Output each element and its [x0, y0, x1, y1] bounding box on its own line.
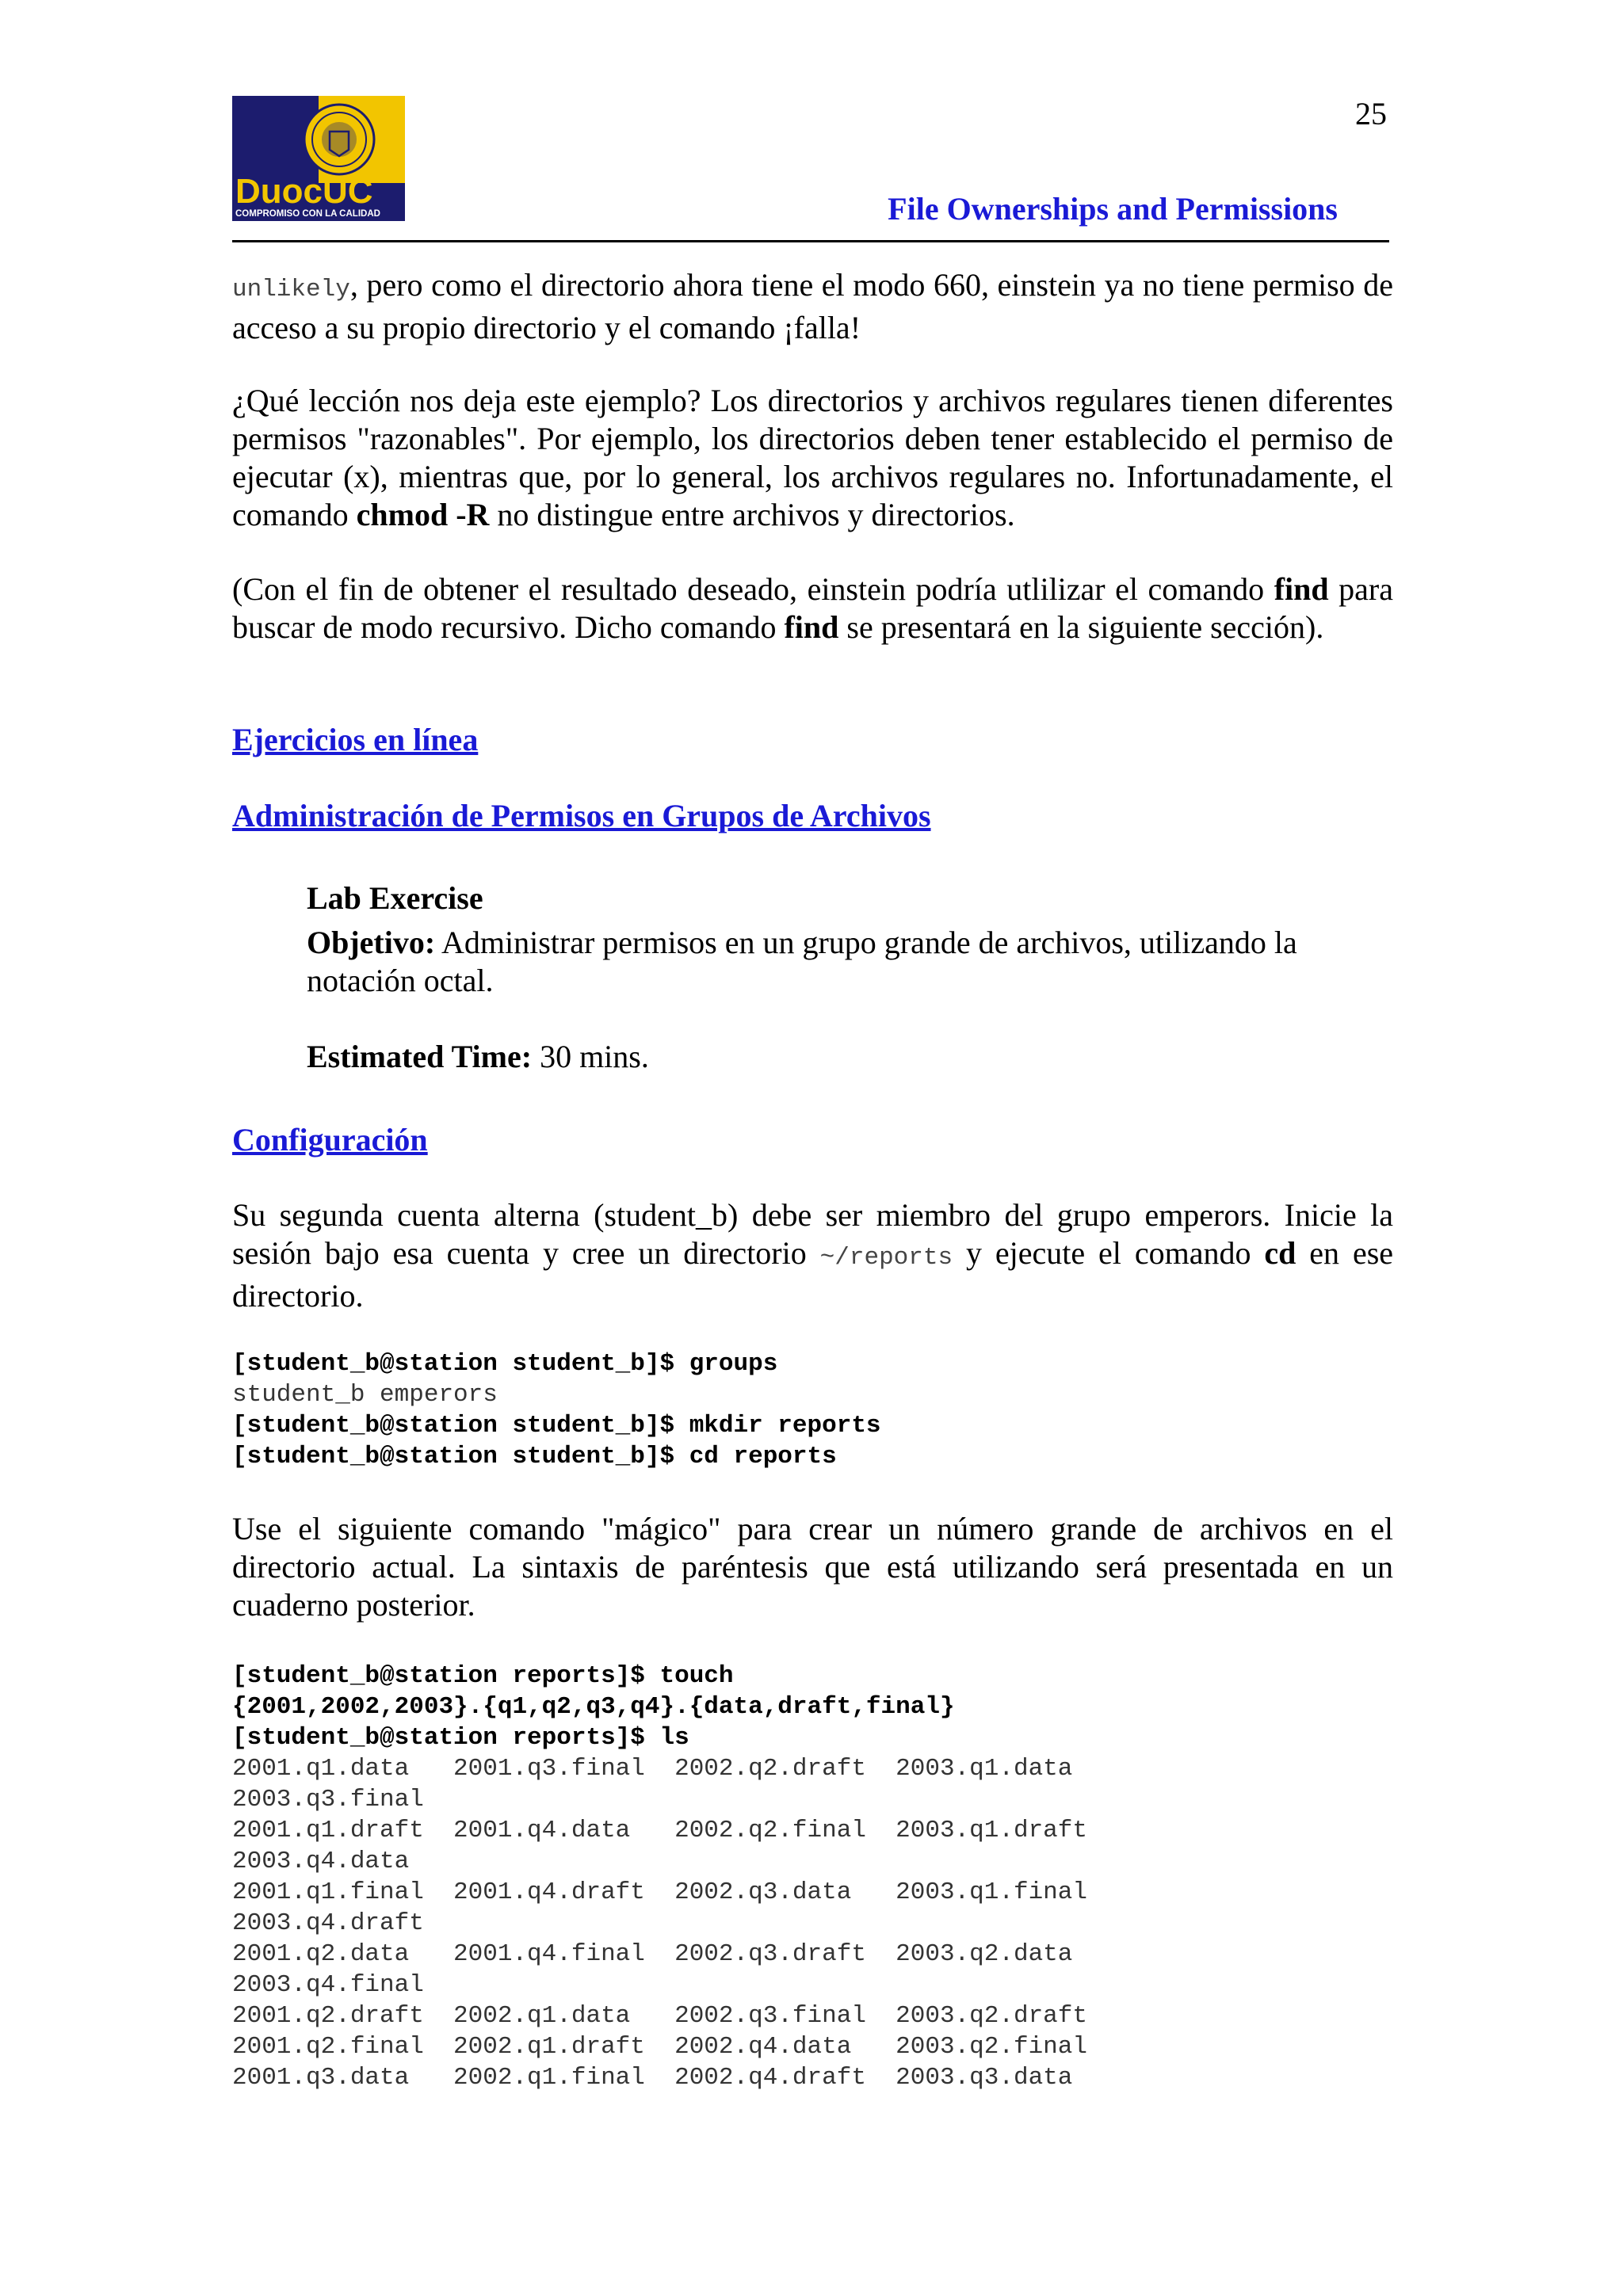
inline-code-unlikely: unlikely [232, 276, 350, 303]
logo-tagline: COMPROMISO CON LA CALIDAD [235, 209, 380, 219]
inline-command-chmod: chmod -R [356, 497, 490, 532]
inline-command-find: find [784, 609, 839, 645]
paragraph-setup [232, 1196, 1393, 1315]
logo-wordmark: DuocUC [235, 172, 373, 211]
paragraph-magic-command: Use el siguiente comando "mágico" para crear un número grande de archivos en el directorio actual. La sintaxis de paréntesis que está utilizando será presentada en un cuaderno posterior. [232, 1511, 1393, 1623]
paragraph-text: se presentará en la siguiente sección). [838, 609, 1324, 645]
paragraph-text: en ese directorio. [232, 1235, 1394, 1314]
paragraph-text: ¿Qué lección nos deja este ejemplo? Los directorios y archivos regulares tienen diferentes permisos "razonables". Por ejemplo, los directorios deben tener establecido el permiso de ejecutar (x), mientras que, por lo general, los archivos regulares no. Infortunadamente, el comando [232, 383, 1393, 532]
ls-output-line: 2001.q1.final 2001.q4.draft 2002.q3.data 2003.q1.final [232, 1878, 1087, 1906]
estimated-time-label: Estimated Time: [307, 1039, 533, 1074]
terminal-command-line: [student_b@station student_b]$ mkdir reports [232, 1412, 881, 1440]
ls-output-line: 2003.q4.final [232, 1971, 424, 1999]
ls-output-line: 2001.q2.final 2002.q1.draft 2002.q4.data 2003.q2.final [232, 2033, 1087, 2061]
terminal-block-groups [232, 1348, 881, 1472]
link-administracion-permisos[interactable]: Administración de Permisos en Grupos de Archivos [232, 798, 931, 833]
terminal-output-line: student_b emperors [232, 1381, 498, 1409]
ls-output-line: 2001.q2.draft 2002.q1.data 2002.q3.final 2003.q2.draft [232, 2002, 1087, 2030]
terminal-command-line: [student_b@station reports]$ ls [232, 1724, 689, 1752]
ls-output-line: 2001.q2.data 2001.q4.final 2002.q3.draft 2003.q2.data [232, 1940, 1073, 1968]
paragraph-text: y ejecute el comando [953, 1235, 1265, 1271]
link-ejercicios-en-linea[interactable]: Ejercicios en línea [232, 722, 479, 757]
paragraph-text: no distingue entre archivos y directorios. [489, 497, 1015, 532]
terminal-command-line: [student_b@station student_b]$ cd reports [232, 1443, 837, 1470]
objective-label: Objetivo: [307, 925, 436, 960]
paragraph-text: para buscar de modo recursivo. Dicho comando [232, 571, 1393, 645]
lab-exercise-title: Lab Exercise [307, 880, 483, 916]
ls-output-line: 2003.q4.data [232, 1848, 410, 1875]
paragraph-text: , pero como el directorio ahora tiene el modo 660, einstein ya no tiene permiso de acceso a su propio directorio y el comando ¡falla! [232, 267, 1393, 345]
inline-command-find: find [1274, 571, 1329, 607]
terminal-command-line: {2001,2002,2003}.{q1,q2,q3,q4}.{data,draft,final} [232, 1693, 955, 1721]
paragraph-text: (Con el fin de obtener el resultado deseado, einstein podría utlilizar el comando [232, 571, 1274, 607]
ls-output-line: 2001.q3.data 2002.q1.final 2002.q4.draft 2003.q3.data [232, 2064, 1073, 2092]
lab-estimated-time [307, 1038, 1392, 1076]
paragraph-text: Su segunda cuenta alterna (student_b) debe ser miembro del grupo emperors. Inicie la sesión bajo esa cuenta y cree un directorio [232, 1197, 1393, 1271]
ls-output-line: 2003.q3.final [232, 1786, 424, 1814]
terminal-command-line: [student_b@station reports]$ touch [232, 1662, 734, 1690]
page-number: 25 [1355, 96, 1387, 132]
paragraph-find [232, 570, 1393, 646]
header-divider [232, 240, 1389, 242]
ls-output-line: 2001.q1.data 2001.q3.final 2002.q2.draft 2003.q1.data [232, 1755, 1073, 1783]
lab-objective [307, 924, 1392, 1000]
paragraph-lesson [232, 382, 1393, 534]
inline-command-cd: cd [1264, 1235, 1296, 1271]
ls-output-line: 2001.q1.draft 2001.q4.data 2002.q2.final 2003.q1.draft [232, 1817, 1087, 1844]
estimated-time-value: 30 mins. [532, 1039, 649, 1074]
duocuc-logo [232, 96, 405, 221]
paragraph-unlikely [232, 266, 1393, 347]
terminal-block-touch-ls [232, 1661, 1087, 2093]
inline-code-reports: ~/reports [819, 1244, 953, 1272]
running-header-title: File Ownerships and Permissions [888, 191, 1338, 227]
link-configuracion[interactable]: Configuración [232, 1122, 428, 1158]
objective-text: Administrar permisos en un grupo grande de archivos, utilizando la notación octal. [307, 925, 1297, 998]
terminal-command-line: [student_b@station student_b]$ groups [232, 1350, 778, 1378]
ls-output-line: 2003.q4.draft [232, 1909, 424, 1937]
